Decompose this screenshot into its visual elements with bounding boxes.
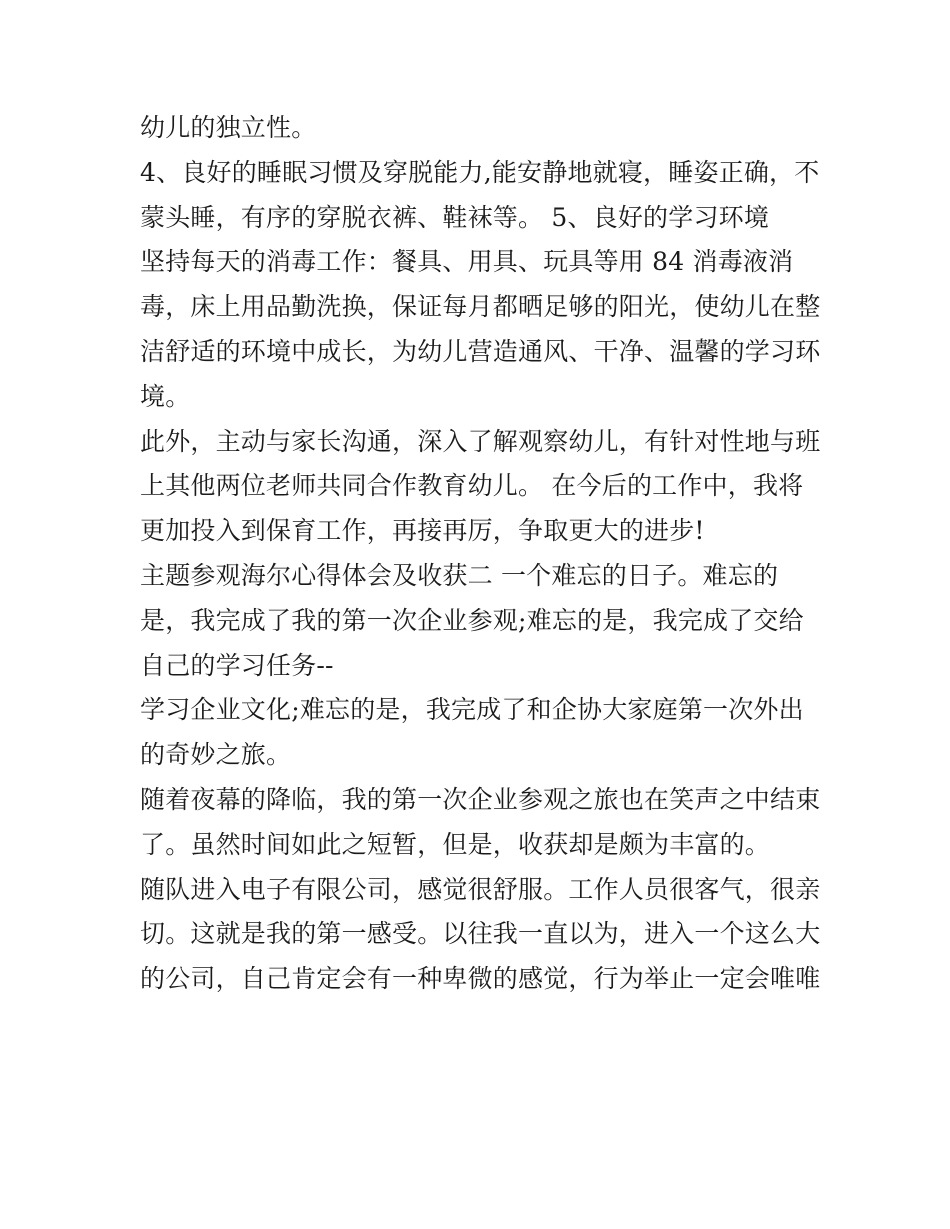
text-line: 4、良好的睡眠习惯及穿脱能力,能安静地就寝，睡姿正确，不 <box>140 157 820 187</box>
text-line: 坚持每天的消毒工作：餐具、用具、玩具等用 84 消毒液消 <box>140 247 794 277</box>
text-line: 随队进入电子有限公司，感觉很舒服。工作人员很客气，很亲 <box>140 874 821 904</box>
text-line: 了。虽然时间如此之短暂，但是，收获却是颇为丰富的。 <box>140 829 771 859</box>
text-line: 切。这就是我的第一感受。以往我一直以为，进入一个这么大 <box>140 919 821 949</box>
text-line: 自己的学习任务-- <box>140 650 334 680</box>
text-line: 的奇妙之旅。 <box>140 740 292 770</box>
text-line: 幼儿的独立性。 <box>140 113 317 142</box>
text-line: 蒙头睡，有序的穿脱衣裤、鞋袜等。 5、良好的学习环境 <box>140 202 770 232</box>
text-line: 学习企业文化;难忘的是，我完成了和企协大家庭第一次外出 <box>140 695 804 725</box>
text-line: 更加投入到保育工作，再接再厉，争取更大的进步! <box>140 516 705 546</box>
text-line: 是，我完成了我的第一次企业参观;难忘的是，我完成了交给 <box>140 605 804 635</box>
text-line: 境。 <box>140 381 191 411</box>
text-line: 主题参观海尔心得体会及收获二 一个难忘的日子。难忘的 <box>140 560 779 590</box>
text-line: 的公司，自己肯定会有一种卑微的感觉，行为举止一定会唯唯 <box>140 964 821 994</box>
text-line: 毒，床上用品勤洗换，保证每月都晒足够的阳光，使幼儿在整 <box>140 292 821 322</box>
body-text <box>140 106 830 1002</box>
text-line: 此外，主动与家长沟通，深入了解观察幼儿，有针对性地与班 <box>140 426 821 456</box>
text-line: 随着夜幕的降临，我的第一次企业参观之旅也在笑声之中结束 <box>140 784 821 814</box>
text-line: 洁舒适的环境中成长，为幼儿营造通风、干净、温馨的学习环 <box>140 336 821 366</box>
text-line: 上其他两位老师共同合作教育幼儿。 在今后的工作中，我将 <box>140 471 804 501</box>
